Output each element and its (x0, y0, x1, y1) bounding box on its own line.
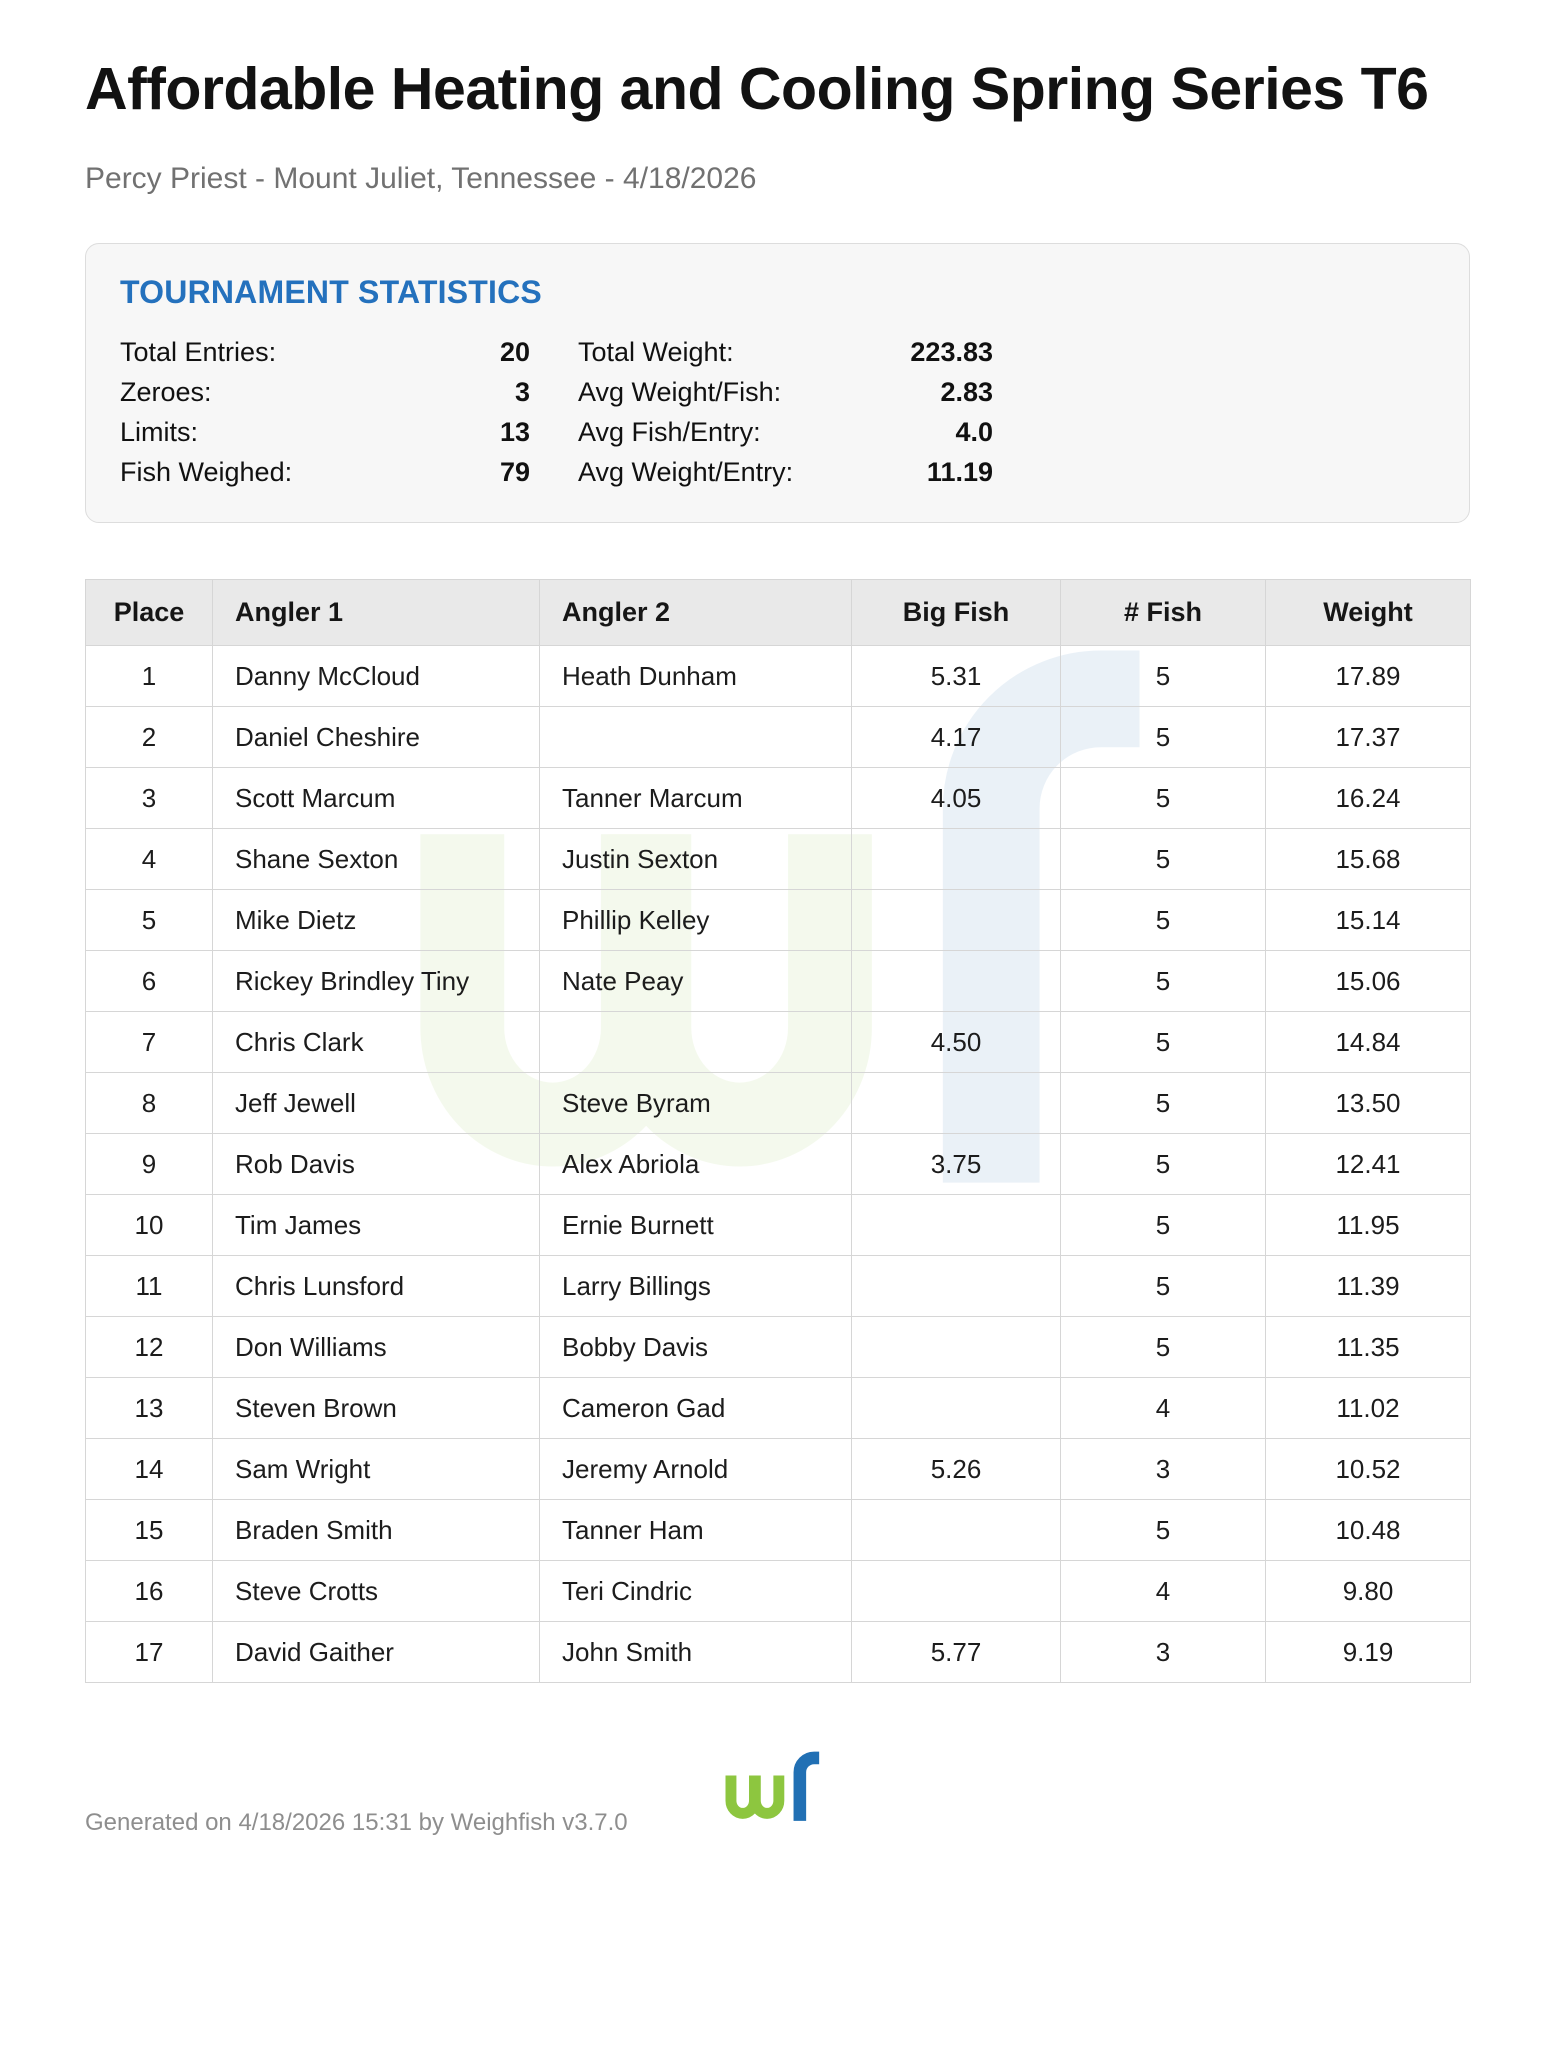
cell-weight: 16.24 (1266, 768, 1471, 829)
cell-place: 7 (86, 1012, 213, 1073)
cell-angler-2: Tanner Ham (540, 1500, 852, 1561)
stats-label-1: Zeroes: (120, 377, 212, 407)
cell-weight: 17.37 (1266, 707, 1471, 768)
stats-heading: TOURNAMENT STATISTICS (120, 274, 542, 310)
cell-num-fish: 5 (1061, 707, 1266, 768)
cell-big-fish: 5.77 (852, 1622, 1061, 1683)
cell-num-fish: 5 (1061, 1500, 1266, 1561)
results-table-wrap (85, 579, 1470, 1683)
cell-angler-1: Braden Smith (213, 1500, 540, 1561)
cell-place: 8 (86, 1073, 213, 1134)
cell-num-fish: 3 (1061, 1622, 1266, 1683)
table-row (86, 1500, 1471, 1561)
cell-weight: 9.80 (1266, 1561, 1471, 1622)
cell-angler-2 (540, 707, 852, 768)
cell-angler-1: Steve Crotts (213, 1561, 540, 1622)
stats-gap-1 (530, 372, 578, 412)
cell-place: 6 (86, 951, 213, 1012)
table-row (86, 890, 1471, 951)
cell-place: 17 (86, 1622, 213, 1683)
cell-num-fish: 5 (1061, 768, 1266, 829)
cell-num-fish: 5 (1061, 829, 1266, 890)
cell-big-fish (852, 1378, 1061, 1439)
cell-big-fish: 5.26 (852, 1439, 1061, 1500)
table-row (86, 1134, 1471, 1195)
stats-value-3: 11.19 (926, 457, 993, 487)
page-footer (85, 1747, 1470, 1839)
stats-value-2: 4.0 (955, 417, 993, 447)
cell-weight: 11.39 (1266, 1256, 1471, 1317)
cell-num-fish: 5 (1061, 1256, 1266, 1317)
table-header-row (86, 580, 1471, 646)
cell-angler-2: Justin Sexton (540, 829, 852, 890)
cell-angler-1: Don Williams (213, 1317, 540, 1378)
stats-label-2: Limits: (120, 417, 199, 447)
cell-angler-1: Tim James (213, 1195, 540, 1256)
report-page (0, 56, 1544, 2049)
table-row (86, 1317, 1471, 1378)
stats-value-1: 3 (514, 377, 530, 407)
cell-num-fish: 5 (1061, 1012, 1266, 1073)
cell-angler-2: Heath Dunham (540, 646, 852, 707)
cell-place: 4 (86, 829, 213, 890)
cell-angler-1: Chris Lunsford (213, 1256, 540, 1317)
column-header-big-fish: Big Fish (852, 580, 1061, 646)
cell-weight: 15.06 (1266, 951, 1471, 1012)
cell-place: 5 (86, 890, 213, 951)
cell-angler-1: Rob Davis (213, 1134, 540, 1195)
cell-angler-1: Danny McCloud (213, 646, 540, 707)
cell-weight: 13.50 (1266, 1073, 1471, 1134)
cell-place: 9 (86, 1134, 213, 1195)
cell-big-fish (852, 1195, 1061, 1256)
cell-angler-2: Cameron Gad (540, 1378, 852, 1439)
table-row (86, 707, 1471, 768)
cell-num-fish: 4 (1061, 1378, 1266, 1439)
cell-big-fish (852, 890, 1061, 951)
cell-num-fish: 3 (1061, 1439, 1266, 1500)
stats-label-3: Avg Weight/Entry: (578, 457, 794, 487)
cell-angler-2: Bobby Davis (540, 1317, 852, 1378)
cell-big-fish: 4.17 (852, 707, 1061, 768)
stats-gap-0 (530, 332, 578, 372)
cell-place: 2 (86, 707, 213, 768)
cell-weight: 15.68 (1266, 829, 1471, 890)
cell-angler-1: David Gaither (213, 1622, 540, 1683)
stats-value-0: 20 (499, 337, 530, 367)
column-header-angler-2: Angler 2 (540, 580, 852, 646)
cell-angler-1: Scott Marcum (213, 768, 540, 829)
table-row (86, 768, 1471, 829)
cell-angler-1: Sam Wright (213, 1439, 540, 1500)
cell-big-fish (852, 1561, 1061, 1622)
cell-place: 10 (86, 1195, 213, 1256)
stats-value-3: 79 (499, 457, 530, 487)
stats-grid (120, 332, 1433, 492)
cell-angler-1: Shane Sexton (213, 829, 540, 890)
cell-num-fish: 5 (1061, 1195, 1266, 1256)
stats-label-0: Total Weight: (578, 337, 734, 367)
cell-place: 3 (86, 768, 213, 829)
cell-place: 1 (86, 646, 213, 707)
cell-big-fish (852, 1317, 1061, 1378)
cell-angler-1: Daniel Cheshire (213, 707, 540, 768)
table-row (86, 1256, 1471, 1317)
stats-label-3: Fish Weighed: (120, 457, 293, 487)
cell-angler-2: John Smith (540, 1622, 852, 1683)
cell-weight: 17.89 (1266, 646, 1471, 707)
cell-weight: 15.14 (1266, 890, 1471, 951)
cell-num-fish: 5 (1061, 1134, 1266, 1195)
cell-weight: 14.84 (1266, 1012, 1471, 1073)
generated-note: Generated on 4/18/2026 15:31 by Weighfish v3.7.0 (85, 1809, 628, 1836)
cell-big-fish (852, 829, 1061, 890)
cell-angler-2: Phillip Kelley (540, 890, 852, 951)
stats-label-0: Total Entries: (120, 337, 277, 367)
table-row (86, 1439, 1471, 1500)
cell-big-fish (852, 1500, 1061, 1561)
cell-weight: 10.52 (1266, 1439, 1471, 1500)
cell-place: 15 (86, 1500, 213, 1561)
tournament-statistics-panel (85, 243, 1470, 523)
stats-value-2: 13 (499, 417, 530, 447)
cell-angler-2: Larry Billings (540, 1256, 852, 1317)
cell-weight: 9.19 (1266, 1622, 1471, 1683)
cell-place: 14 (86, 1439, 213, 1500)
cell-num-fish: 5 (1061, 951, 1266, 1012)
cell-num-fish: 5 (1061, 1073, 1266, 1134)
column-header-num-fish: # Fish (1061, 580, 1266, 646)
table-row (86, 1378, 1471, 1439)
cell-angler-2: Jeremy Arnold (540, 1439, 852, 1500)
results-table (85, 579, 1471, 1683)
cell-weight: 11.95 (1266, 1195, 1471, 1256)
page-subtitle: Percy Priest - Mount Juliet, Tennessee - 4/18/2026 (85, 162, 757, 195)
column-header-place: Place (86, 580, 213, 646)
cell-angler-2 (540, 1012, 852, 1073)
cell-angler-1: Steven Brown (213, 1378, 540, 1439)
cell-angler-2: Alex Abriola (540, 1134, 852, 1195)
page-title: Affordable Heating and Cooling Spring Series T6 (85, 56, 1429, 122)
column-header-angler-1: Angler 1 (213, 580, 540, 646)
cell-big-fish (852, 1073, 1061, 1134)
table-row (86, 1073, 1471, 1134)
table-row (86, 951, 1471, 1012)
cell-big-fish: 3.75 (852, 1134, 1061, 1195)
cell-place: 11 (86, 1256, 213, 1317)
stats-gap-2 (530, 412, 578, 452)
cell-num-fish: 5 (1061, 890, 1266, 951)
table-row (86, 646, 1471, 707)
stats-value-0: 223.83 (910, 337, 993, 367)
table-row (86, 1622, 1471, 1683)
cell-big-fish: 5.31 (852, 646, 1061, 707)
table-row (86, 1195, 1471, 1256)
cell-weight: 12.41 (1266, 1134, 1471, 1195)
cell-weight: 11.35 (1266, 1317, 1471, 1378)
cell-angler-2: Nate Peay (540, 951, 852, 1012)
cell-angler-2: Tanner Marcum (540, 768, 852, 829)
cell-big-fish: 4.05 (852, 768, 1061, 829)
cell-num-fish: 4 (1061, 1561, 1266, 1622)
column-header-weight: Weight (1266, 580, 1471, 646)
cell-place: 12 (86, 1317, 213, 1378)
cell-num-fish: 5 (1061, 1317, 1266, 1378)
cell-big-fish (852, 951, 1061, 1012)
stats-value-1: 2.83 (940, 377, 993, 407)
cell-angler-1: Rickey Brindley Tiny (213, 951, 540, 1012)
table-row (86, 1561, 1471, 1622)
cell-angler-2: Teri Cindric (540, 1561, 852, 1622)
stats-label-1: Avg Weight/Fish: (578, 377, 782, 407)
cell-num-fish: 5 (1061, 646, 1266, 707)
stats-label-2: Avg Fish/Entry: (578, 417, 761, 447)
cell-weight: 10.48 (1266, 1500, 1471, 1561)
table-row (86, 829, 1471, 890)
cell-big-fish: 4.50 (852, 1012, 1061, 1073)
cell-place: 16 (86, 1561, 213, 1622)
cell-angler-2: Ernie Burnett (540, 1195, 852, 1256)
cell-angler-1: Mike Dietz (213, 890, 540, 951)
table-row (86, 1012, 1471, 1073)
cell-weight: 11.02 (1266, 1378, 1471, 1439)
cell-place: 13 (86, 1378, 213, 1439)
cell-angler-1: Chris Clark (213, 1012, 540, 1073)
cell-angler-1: Jeff Jewell (213, 1073, 540, 1134)
weighfish-logo-icon (719, 1747, 837, 1831)
stats-gap-3 (530, 452, 578, 492)
cell-angler-2: Steve Byram (540, 1073, 852, 1134)
cell-big-fish (852, 1256, 1061, 1317)
